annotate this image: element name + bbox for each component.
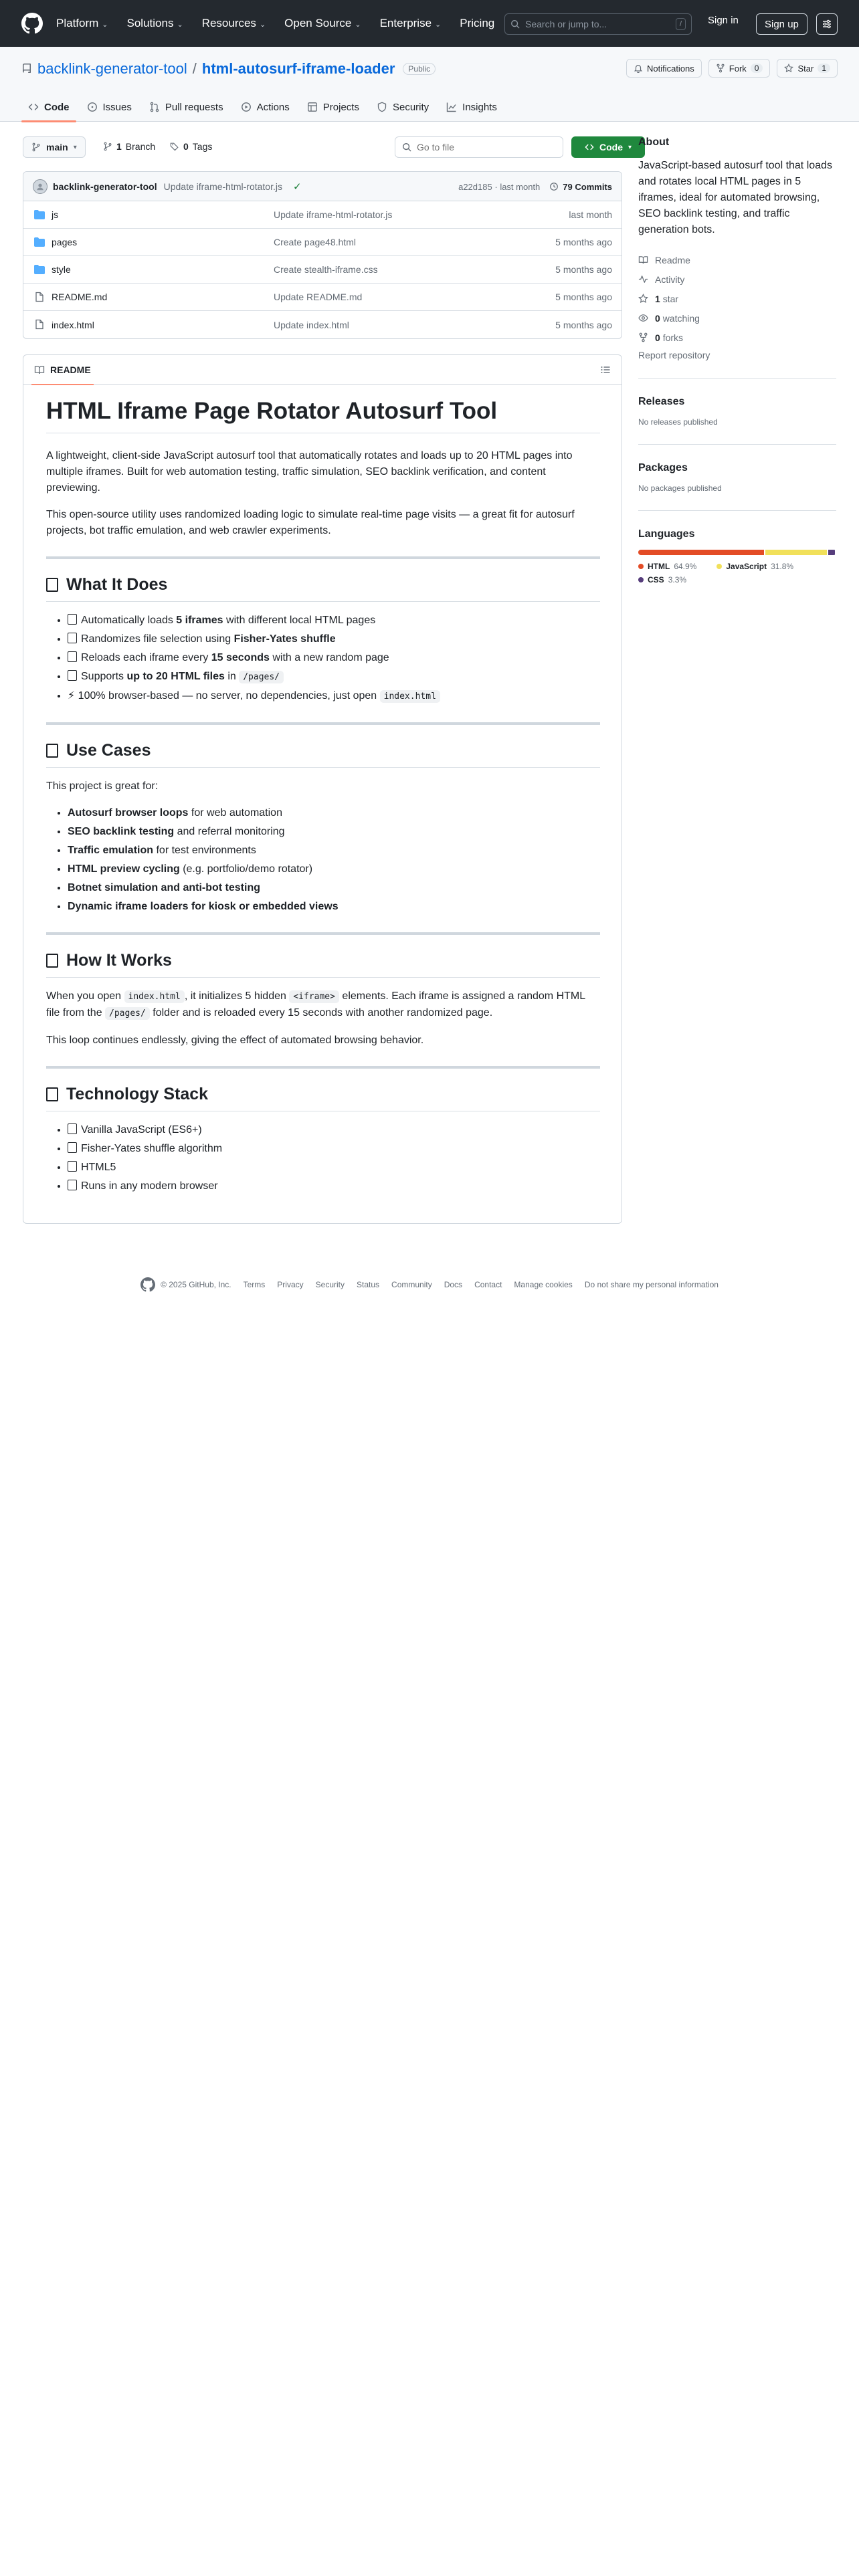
footer-link-status[interactable]: Status	[357, 1280, 380, 1289]
repo-sidebar	[638, 136, 836, 584]
emoji-icon	[68, 1142, 77, 1153]
tab-code[interactable]: Code	[21, 92, 76, 122]
issue-icon	[87, 102, 98, 112]
language-list	[638, 562, 836, 584]
emoji-icon	[46, 578, 58, 592]
user-icon	[35, 182, 45, 191]
chevron-down-icon: ⌄	[259, 20, 266, 29]
heading-how-it-works: How It Works	[46, 951, 600, 978]
sign-in-link[interactable]: Sign in	[708, 15, 739, 26]
list-item: • Autosurf browser loops for web automation	[68, 805, 600, 821]
footer-link-contact[interactable]: Contact	[474, 1280, 502, 1289]
file-name-link[interactable]: index.html	[52, 319, 94, 330]
repo-actions	[626, 59, 838, 78]
eye-icon	[638, 313, 648, 323]
branches-link[interactable]: 1 Branch	[103, 141, 155, 152]
global-search[interactable]	[504, 13, 692, 35]
language-bar	[638, 550, 836, 555]
commit-hash[interactable]: a22d185	[458, 181, 492, 192]
file-commit-message[interactable]: Update iframe-html-rotator.js	[274, 209, 393, 220]
tab-actions[interactable]: Actions	[234, 92, 296, 122]
file-browser	[23, 171, 622, 339]
repo-owner-link[interactable]: backlink-generator-tool	[37, 60, 187, 77]
forks-link[interactable]: 0 forks	[638, 328, 836, 347]
list-item: • Vanilla JavaScript (ES6+)	[68, 1122, 600, 1138]
repo-tabs	[21, 92, 504, 122]
list-item: • Randomizes file selection using Fisher-Yates shuffle	[68, 631, 600, 647]
sign-up-button[interactable]: Sign up	[756, 13, 807, 35]
list-item: • Fisher-Yates shuffle algorithm	[68, 1141, 600, 1157]
check-icon[interactable]: ✓	[293, 181, 302, 193]
notifications-button[interactable]: Notifications	[626, 59, 702, 78]
footer-link-security[interactable]: Security	[315, 1280, 345, 1289]
file-date: 5 months ago	[555, 319, 612, 330]
play-icon	[241, 102, 252, 112]
branch-icon	[31, 142, 41, 152]
code-icon	[28, 102, 39, 112]
branch-bar	[23, 136, 632, 158]
divider	[46, 556, 600, 559]
chevron-down-icon: ⌄	[177, 20, 183, 29]
file-row[interactable]	[23, 201, 622, 229]
star-icon	[784, 64, 793, 73]
emoji-icon	[68, 1180, 77, 1190]
inline-code: /pages/	[239, 671, 284, 683]
list-unordered-icon[interactable]	[600, 364, 611, 375]
emoji-icon	[68, 670, 77, 681]
heading-technology-stack: Technology Stack	[46, 1085, 600, 1111]
file-commit-message[interactable]: Update index.html	[274, 319, 349, 330]
tab-projects[interactable]: Projects	[300, 92, 366, 122]
inline-code: index.html	[380, 690, 440, 703]
commits-history-link[interactable]: 79 Commits	[549, 182, 612, 192]
what-list	[46, 613, 600, 705]
languages-heading: Languages	[638, 528, 695, 540]
history-icon	[549, 182, 559, 191]
divider	[46, 722, 600, 725]
packages-heading[interactable]: Packages	[638, 462, 688, 473]
avatar[interactable]	[33, 179, 47, 194]
file-date: last month	[569, 209, 612, 220]
commit-time: last month	[500, 181, 541, 192]
tab-insights[interactable]: Insights	[440, 92, 504, 122]
activity-link[interactable]: Activity	[638, 270, 836, 289]
chevron-down-icon: ⌄	[102, 20, 108, 29]
graph-icon	[446, 102, 457, 112]
fork-button[interactable]: Fork 0	[708, 59, 771, 78]
list-item: • Runs in any modern browser	[68, 1178, 600, 1194]
visibility-badge: Public	[403, 63, 436, 75]
releases-heading[interactable]: Releases	[638, 396, 685, 407]
footer-link-privacy[interactable]: Privacy	[277, 1280, 304, 1289]
language-dot	[638, 577, 644, 582]
list-item: • Automatically loads 5 iframes with different local HTML pages	[68, 613, 600, 629]
use-case-list	[46, 805, 600, 915]
list-item: • Traffic emulation for test environments	[68, 843, 600, 859]
folder-icon	[34, 237, 45, 247]
repo-icon	[21, 64, 32, 74]
fork-count: 0	[751, 64, 763, 73]
list-item: • SEO backlink testing and referral monitoring	[68, 824, 600, 840]
list-item: • HTML5	[68, 1160, 600, 1176]
code-dropdown-button[interactable]: Code ▾	[571, 136, 645, 158]
report-repository-link[interactable]: Report repository	[638, 350, 710, 360]
commit-message-link[interactable]: Update iframe-html-rotator.js	[163, 181, 282, 192]
pulse-icon	[638, 274, 648, 284]
language-javascript[interactable]: JavaScript 31.8%	[717, 562, 793, 571]
file-row[interactable]	[23, 229, 622, 256]
file-date: 5 months ago	[555, 264, 612, 275]
emoji-icon	[68, 614, 77, 625]
readme-header	[23, 355, 622, 385]
global-search-input[interactable]	[525, 19, 670, 29]
file-date: 5 months ago	[555, 292, 612, 302]
star-icon	[638, 294, 648, 304]
footer-link-terms[interactable]: Terms	[243, 1280, 266, 1289]
nav-solutions[interactable]: Solutions ⌄	[126, 17, 183, 29]
readme-title: HTML Iframe Page Rotator Autosurf Tool	[46, 398, 600, 433]
file-row[interactable]	[23, 256, 622, 284]
readme-intro: This open-source utility uses randomized loading logic to simulate real-time page visits — a great fit for autosurf projects, bot traffic emulation, and web crawler experiments.	[46, 509, 575, 536]
about-description: JavaScript-based autosurf tool that loads and rotates local HTML pages in 5 iframes, ideal for automated browsing, SEO backlink testing, and traffic generation bots.	[638, 160, 832, 235]
stars-link[interactable]: 1 star	[638, 289, 836, 308]
repo-title	[21, 60, 436, 78]
caret-down-icon: ▾	[73, 143, 77, 151]
caret-down-icon: ▾	[628, 143, 632, 151]
copyright: © 2025 GitHub, Inc.	[161, 1280, 231, 1289]
emoji-icon	[46, 954, 58, 968]
search-icon	[510, 19, 520, 29]
list-item: • Reloads each iframe every 15 seconds with a new random page	[68, 650, 600, 666]
nav-open-source[interactable]: Open Source ⌄	[284, 17, 361, 29]
commit-meta: a22d185 · last month 79 Commits	[458, 181, 612, 192]
file-commit-message[interactable]: Update README.md	[274, 292, 363, 302]
file-date: 5 months ago	[555, 237, 612, 247]
file-icon	[34, 319, 45, 330]
file-name-link[interactable]: style	[52, 264, 71, 275]
settings-sliders-icon	[822, 19, 832, 29]
tab-security[interactable]: Security	[370, 92, 436, 122]
code-icon	[585, 142, 594, 152]
emoji-icon	[68, 651, 77, 662]
tab-pull-requests[interactable]: Pull requests	[142, 92, 230, 122]
heading-what-it-does: What It Does	[46, 575, 600, 602]
file-row[interactable]	[23, 284, 622, 311]
inline-code: index.html	[124, 990, 185, 1003]
table-icon	[307, 102, 318, 112]
readme-panel	[23, 354, 622, 1224]
file-commit-message[interactable]: Create stealth-iframe.css	[274, 264, 378, 275]
language-html[interactable]: HTML 64.9%	[638, 562, 696, 571]
book-icon	[638, 255, 648, 265]
star-button[interactable]: Star 1	[777, 59, 838, 78]
star-count: 1	[818, 64, 830, 73]
shield-icon	[377, 102, 387, 112]
file-name-link[interactable]: js	[52, 209, 59, 220]
repo-path-separator: /	[192, 60, 197, 77]
readme-intro: A lightweight, client-side JavaScript autosurf tool that automatically rotates and loads up to 20 HTML pages into multiple iframes. Built for web automation testing, traffic simulation, SEO backlink verification, and content previewing.	[46, 450, 573, 494]
language-bar-javascript	[765, 550, 827, 555]
file-icon	[34, 292, 45, 302]
file-name-link[interactable]: README.md	[52, 292, 108, 302]
divider	[638, 444, 836, 445]
emoji-icon	[68, 633, 77, 643]
footer-link-do-not-share[interactable]: Do not share my personal information	[584, 1280, 719, 1289]
file-row[interactable]	[23, 311, 622, 338]
packages-empty: No packages published	[638, 484, 722, 493]
repo-name-link[interactable]: html-autosurf-iframe-loader	[201, 60, 395, 77]
nav-pricing[interactable]: Pricing	[460, 17, 495, 29]
about-heading: About	[638, 136, 670, 148]
search-icon	[402, 142, 411, 152]
tag-icon	[170, 142, 179, 151]
file-name-link[interactable]: pages	[52, 237, 78, 247]
inline-code: /pages/	[105, 1007, 150, 1020]
commit-author-link[interactable]: backlink-generator-tool	[53, 181, 157, 192]
global-header	[0, 0, 859, 47]
heading-use-cases: Use Cases	[46, 741, 600, 768]
list-item: • Supports up to 20 HTML files in /pages/	[68, 669, 600, 685]
primary-nav	[56, 17, 494, 30]
divider	[46, 932, 600, 935]
emoji-icon	[68, 1123, 77, 1134]
readme-content: HTML Iframe Page Rotator Autosurf Tool A lightweight, client-side JavaScript autosurf tool that automatically rotates and loads up to 20 HTML pages into multiple iframes. Built for web automation testing, traffic simulation, SEO backlink verification, and content previewing. This open-source utility uses randomized loading logic to simulate real-time page visits — a great fit for autosurf projects, bot traffic emulation, and web crawler experiments. What It Does • Automatically loads 5 iframes with different local HTML pages • Randomizes file selection using Fisher-Yates shuffle • Reloads each iframe every 15 seconds with a new random page • Supports up to 20 HTML files in /pages/ • ⚡ 100% browser-based — no server, no dependencies, just open index.html Use Cases This project is great for: • Autosurf browser loops for web automation • SEO backlink testing and referral monitoring • Traffic emulation for test environments • HTML preview cycling (e.g. portfolio/demo rotator) • Botnet simulation and anti-bot testing • Dynamic iframe loaders for kiosk or embedded views How It Works When you open index.html , it initializes 5 hidden <iframe> elements. Each iframe is assigned a random HTML file from the /pages/ folder and is reloaded every 15 seconds with another randomized page. This loop continues endlessly, giving the effect of automated browsing behavior. Technology Stack • Vanilla JavaScript (ES6+) • Fisher-Yates shuffle algorithm • HTML5 • Runs in any modern browser	[46, 398, 600, 1205]
readme-tab[interactable]: README	[34, 355, 91, 385]
watchers-link[interactable]: 0 watching	[638, 308, 836, 328]
emoji-icon	[46, 1087, 58, 1101]
folder-icon	[34, 264, 45, 275]
file-commit-message[interactable]: Create page48.html	[274, 237, 356, 247]
language-bar-html	[638, 550, 764, 555]
go-to-file[interactable]	[395, 136, 563, 158]
branch-selector[interactable]: main ▾	[23, 136, 86, 158]
tab-issues[interactable]: Issues	[80, 92, 138, 122]
nav-enterprise[interactable]: Enterprise ⌄	[379, 17, 442, 29]
emoji-icon	[68, 1161, 77, 1172]
folder-icon	[34, 209, 45, 220]
fork-icon	[638, 332, 648, 342]
nav-platform[interactable]: Platform ⌄	[56, 17, 108, 29]
chevron-down-icon: ⌄	[435, 20, 442, 29]
releases-empty: No releases published	[638, 417, 718, 427]
go-to-file-input[interactable]	[417, 142, 556, 152]
language-css[interactable]: CSS 3.3%	[638, 575, 686, 584]
divider	[638, 510, 836, 511]
repo-header	[0, 47, 859, 122]
list-item: • Botnet simulation and anti-bot testing	[68, 880, 600, 896]
branch-icon	[103, 142, 112, 151]
language-bar-css	[828, 550, 835, 555]
emoji-icon	[46, 744, 58, 758]
list-item: • Dynamic iframe loaders for kiosk or embedded views	[68, 899, 600, 915]
footer-link-docs[interactable]: Docs	[444, 1280, 463, 1289]
readme-link[interactable]: Readme	[638, 250, 836, 270]
how-paragraph: When you open index.html , it initializes 5 hidden <iframe> elements. Each iframe is assigned a random HTML file from the /pages/ folder and is reloaded every 15 seconds with another randomized page.	[46, 990, 585, 1018]
latest-commit	[23, 172, 622, 201]
pull-request-icon	[149, 102, 160, 112]
bell-icon	[634, 64, 643, 73]
language-dot	[717, 564, 722, 569]
footer-link-community[interactable]: Community	[391, 1280, 432, 1289]
tech-list	[46, 1122, 600, 1194]
chevron-down-icon: ⌄	[355, 20, 361, 29]
divider	[46, 1066, 600, 1069]
list-item: • HTML preview cycling (e.g. portfolio/demo rotator)	[68, 861, 600, 877]
tags-link[interactable]: 0 Tags	[170, 141, 212, 152]
list-item: • ⚡ 100% browser-based — no server, no dependencies, just open index.html	[68, 688, 600, 705]
search-shortcut-key: /	[676, 18, 686, 30]
divider	[638, 378, 836, 379]
site-footer	[0, 1277, 859, 1292]
nav-resources[interactable]: Resources ⌄	[201, 17, 266, 29]
inline-code: <iframe>	[289, 990, 339, 1003]
footer-link-manage-cookies[interactable]: Manage cookies	[514, 1280, 573, 1289]
book-icon	[34, 364, 45, 375]
fork-icon	[716, 64, 725, 73]
header-menu-button[interactable]	[816, 13, 838, 35]
github-logo-icon[interactable]	[140, 1277, 155, 1292]
github-logo-icon[interactable]	[21, 13, 43, 34]
language-dot	[638, 564, 644, 569]
